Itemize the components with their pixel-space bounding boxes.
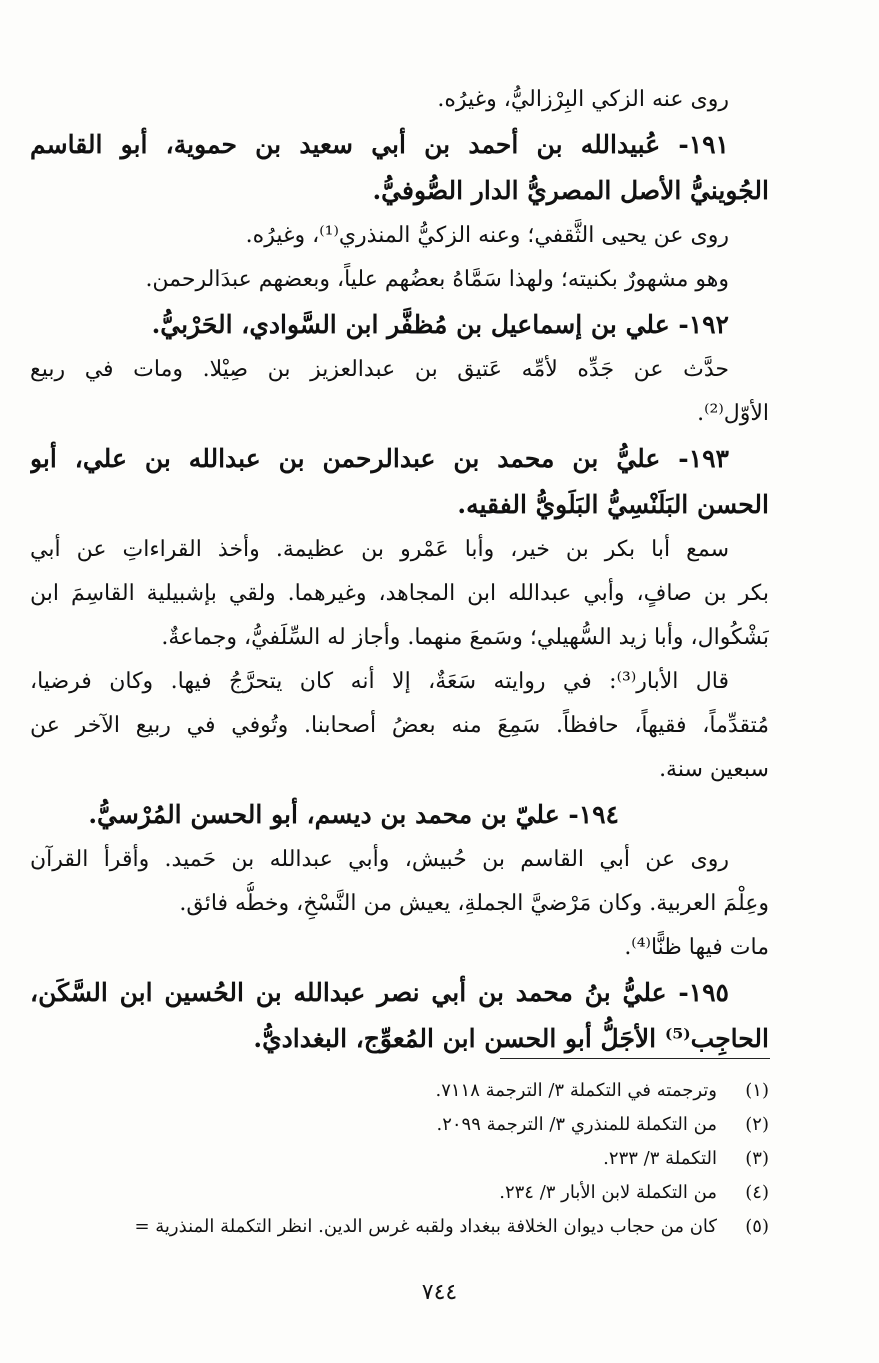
footnote: [20, 1176, 769, 1210]
entry-body-line: بَشْكُوال، وأبا زيد السُّهيلي؛ وسَمعَ منهما. وأجاز له السِّلَفيُّ، وجماعةٌ.: [161, 625, 769, 650]
entry-194: [30, 792, 769, 970]
entry-195: [30, 970, 769, 1062]
entry-body-line: مُتقدِّماً، فقيهاً، حافظاً. سَمِعَ منه بعضُ أصحابنا. وتُوفي في ربيع الآخر عن: [30, 713, 769, 738]
footnote-text: من التكملة للمنذري ٣/ الترجمة ٢٠٩٩.: [436, 1114, 717, 1135]
footnote-number: (٤): [745, 1182, 769, 1203]
page-body: [30, 78, 769, 1062]
entry-body-line: مات فيها ظنًّا⁽⁴⁾.: [624, 935, 769, 960]
footnote: [20, 1210, 769, 1244]
entry-heading: الحسن البَلَنْسِيُّ البَلَويُّ الفقيه.: [457, 490, 769, 519]
footnote: [20, 1142, 769, 1176]
entry-body-line: سمع أبا بكر بن خير، وأبا عَمْرو بن عظيمة. وأخذ القراءاتِ عن أبي: [30, 537, 729, 562]
footnotes: [20, 1074, 769, 1244]
footnote-text: وترجمته في التكملة ٣/ الترجمة ٧١١٨.: [435, 1080, 717, 1101]
entry-193: [30, 436, 769, 792]
footnote-number: (٥): [745, 1216, 769, 1237]
footnote: [20, 1074, 769, 1108]
entry-192: [30, 302, 769, 436]
entry-heading: ١٩٢- علي بن إسماعيل بن مُظفَّر ابن السَّوادي، الحَرْبيُّ.: [151, 310, 729, 339]
footnote-separator: [500, 1058, 770, 1059]
footnote-number: (٣): [745, 1148, 769, 1169]
entry-body-line: بكر بن صافٍ، وأبي عبدالله ابن المجاهد، وغيرهما. ولقي بإشبيلية القاسِمَ ابن: [30, 581, 769, 606]
entry-body-line: وهو مشهورٌ بكنيته؛ ولهذا سَمَّاهُ بعضُهم علياً، وبعضهم عبدَالرحمن.: [145, 267, 729, 292]
entry-body-line: حدَّث عن جَدِّه لأمِّه عَتيق بن عبدالعزيز بن صِيْلا. ومات في ربيع: [30, 357, 729, 382]
entry-191: [30, 122, 769, 302]
entry-heading: الجُوينيُّ الأصل المصريُّ الدار الصُّوفيُّ.: [372, 176, 769, 205]
entry-body-line: سبعين سنة.: [659, 757, 769, 782]
entry-body-line: قال الأبار⁽³⁾: في روايته سَعَةٌ، إلا أنه كان يتحرَّجُ فيها. وكان فرضيا،: [30, 669, 730, 694]
footnote-number: (٢): [745, 1114, 769, 1135]
entry-heading: ١٩٣- عليُّ بن محمد بن عبدالرحمن بن عبدالله بن علي، أبو: [30, 444, 729, 473]
footnote-number: (١): [745, 1080, 769, 1101]
footnote: [20, 1108, 769, 1142]
page-number: ٧٤٤: [421, 1280, 458, 1305]
entry-heading: ١٩١- عُبيدالله بن أحمد بن أبي سعيد بن حموية، أبو القاسم: [30, 130, 729, 159]
entry-heading: ١٩٥- عليُّ بنُ محمد بن أبي نصر عبدالله بن الحُسين ابن السَّكَن،: [30, 978, 729, 1007]
entry-heading: ١٩٤- عليّ بن محمد بن ديسم، أبو الحسن المُرْسيُّ.: [88, 800, 619, 829]
footnote-text: كان من حجاب ديوان الخلافة ببغداد ولقبه غرس الدين. انظر التكملة المنذرية =: [134, 1216, 717, 1237]
entry-body-line: الأوّل⁽²⁾.: [697, 401, 769, 426]
footnote-text: التكملة ٣/ ٢٣٣.: [603, 1148, 717, 1169]
entry-body-line: وعِلْمَ العربية. وكان مَرْضيَّ الجملةِ، يعيش من النَّسْخِ، وخطُّه فائق.: [179, 891, 769, 916]
entry-body-line: روى عن يحيى الثَّقفي؛ وعنه الزكيُّ المنذري⁽¹⁾، وغيرُه.: [245, 223, 729, 248]
intro-line: روى عنه الزكي البِرْزاليُّ، وغيرُه.: [437, 87, 729, 112]
footnote-text: من التكملة لابن الأبار ٣/ ٢٣٤.: [499, 1182, 717, 1203]
entry-body-line: روى عن أبي القاسم بن حُبيش، وأبي عبدالله بن حَميد. وأقرأ القرآن: [30, 847, 729, 872]
entry-heading: الحاجِب⁽⁵⁾ الأجَلُّ أبو الحسن ابن المُعوِّج، البغداديُّ.: [253, 1024, 769, 1053]
